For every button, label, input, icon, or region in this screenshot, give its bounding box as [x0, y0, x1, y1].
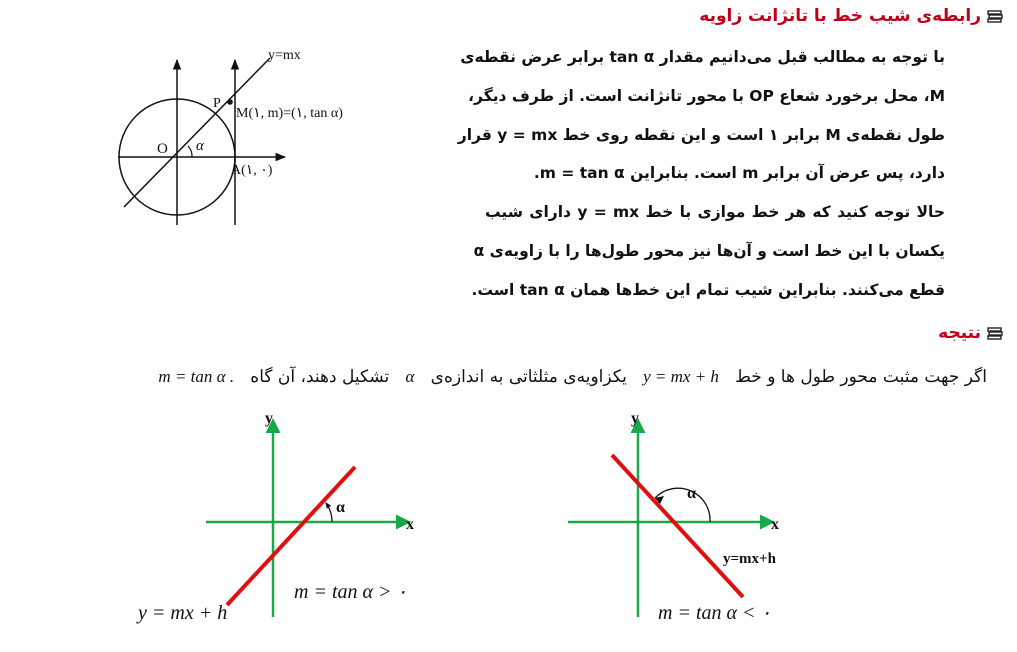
- paragraph-line: با توجه به مطالب قبل می‌دانیم مقدار tan α برابر عرض نقطه‌ی: [460, 48, 945, 66]
- books-icon: [987, 8, 1003, 24]
- line-y-mx: [124, 58, 270, 207]
- label-p: P: [213, 96, 221, 111]
- conclusion-statement: [27, 362, 987, 392]
- equation-result: m = tan α .: [158, 367, 235, 386]
- slope-condition: m = tan α < ۰: [658, 602, 772, 624]
- section-title: رابطه‌ی شیب خط با تانژانت زاویه: [699, 6, 981, 26]
- alpha-label: α: [336, 499, 345, 516]
- paragraph-line: یکسان با این خط است و آن‌ها نیز محور طول‌ها را با زاویه‌ی α: [473, 242, 945, 260]
- angle-arc: [326, 503, 332, 522]
- text-part: اگر جهت مثبت محور طول ها و خط: [735, 367, 987, 387]
- text-part: یکزاویه‌ی مثلثاتی به اندازه‌ی: [430, 367, 627, 387]
- paragraph-line: طول نقطه‌ی M برابر ۱ است و این نقطه روی خط y = mx قرار: [457, 126, 945, 144]
- paragraph-line: حالا توجه کنید که هر خط موازی با خط y = mx دارای شیب: [485, 203, 945, 221]
- label-m: M(۱, m)=(۱, tan α): [236, 106, 343, 121]
- x-axis-label: x: [406, 516, 414, 533]
- equation-line: y = mx + h: [643, 367, 719, 386]
- section-heading-conclusion: [938, 323, 1003, 343]
- x-axis-label: x: [771, 516, 779, 533]
- alpha-label: α: [687, 485, 696, 502]
- label-alpha: α: [196, 138, 204, 154]
- paragraph-line: قطع می‌کنند. بنابراین شیب تمام این خط‌ها همان tan α است.: [471, 281, 945, 299]
- section-title: نتیجه: [938, 323, 981, 343]
- label-a: A(۱, ۰): [231, 163, 273, 178]
- graph-positive-slope: [130, 405, 430, 627]
- books-icon: [987, 325, 1003, 341]
- y-axis-label: y: [631, 410, 639, 427]
- section-heading-slope-tangent: [699, 6, 1003, 26]
- unit-circle-figure: [100, 40, 390, 240]
- alpha-symbol: α: [405, 367, 415, 386]
- label-line: y=mx: [268, 48, 301, 63]
- line-equation: y=mx+h: [723, 551, 776, 567]
- paragraph-line: دارد، پس عرض آن برابر m است. بنابراین m = tan α.: [533, 164, 945, 182]
- paragraph-line: M، محل برخورد شعاع OP با محور تانژانت است. از طرف دیگر،: [468, 87, 945, 105]
- line-equation: y = mx + h: [138, 602, 228, 624]
- graph-negative-slope: [560, 405, 820, 627]
- angle-arc: [655, 488, 710, 522]
- text-part: تشکیل دهند، آن گاه: [250, 367, 390, 387]
- y-axis-label: y: [265, 410, 273, 427]
- angle-arc: [188, 146, 192, 157]
- point-m: [227, 99, 233, 105]
- slope-condition: m = tan α > ۰: [294, 581, 408, 603]
- red-line: [612, 455, 743, 597]
- label-o: O: [157, 141, 168, 157]
